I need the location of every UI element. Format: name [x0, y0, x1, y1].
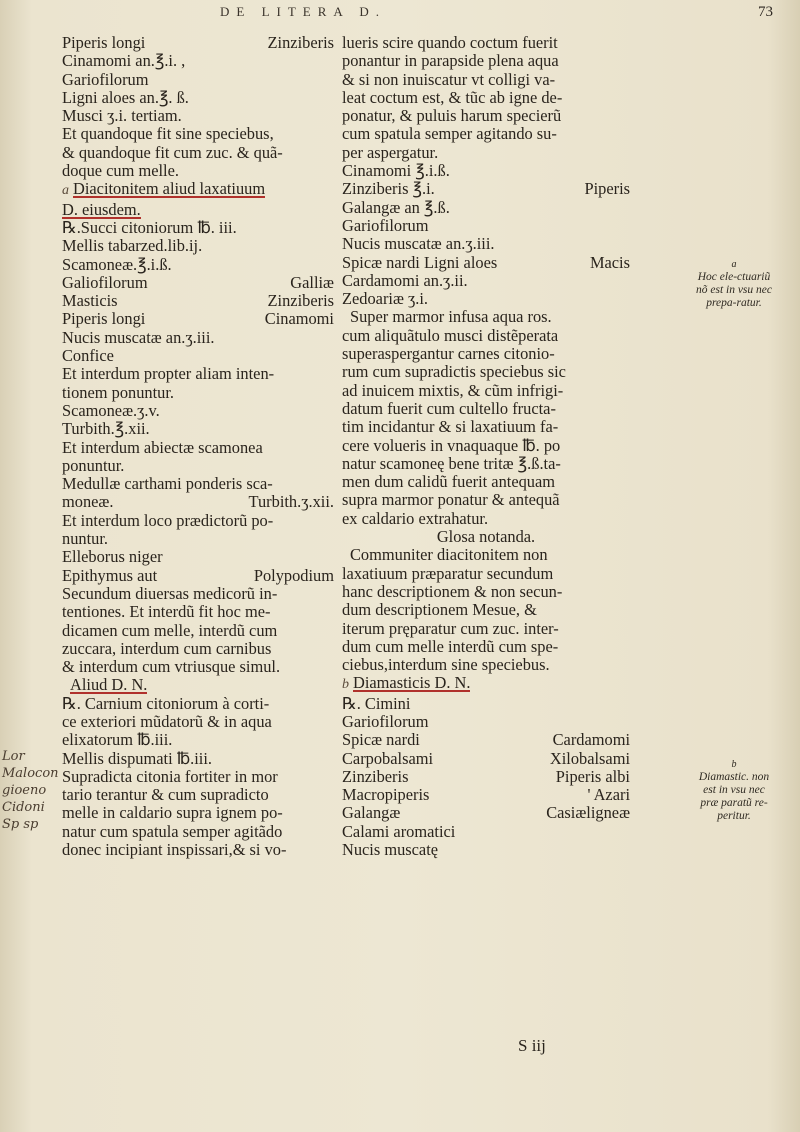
margin-note-a	[694, 258, 774, 310]
line-text: leat coctum est, & tũc ab igne de-	[342, 88, 563, 107]
text-line	[342, 199, 630, 217]
text-line	[62, 841, 334, 859]
text-line	[342, 290, 630, 308]
text-line	[342, 235, 630, 253]
text-line	[62, 457, 334, 475]
text-line	[342, 180, 630, 198]
page-number: 73	[758, 4, 773, 20]
line-text: ciebus,interdum sine speciebus.	[342, 656, 550, 675]
text-line	[342, 491, 630, 509]
text-line	[62, 750, 334, 768]
margin-note-letter: a	[731, 259, 737, 270]
text-line	[342, 713, 630, 731]
text-line	[342, 823, 630, 841]
margin-note-b	[694, 758, 774, 823]
text-line	[62, 89, 334, 107]
text-line	[342, 418, 630, 436]
line-text: & quandoque fit cum zuc. & quã-	[62, 143, 283, 162]
text-line	[62, 676, 334, 694]
text-line	[342, 162, 630, 180]
line-text-left: Piperis longi	[62, 33, 146, 52]
text-line	[62, 237, 334, 255]
line-text: ad inuicem mixtis, & cũm infrigi-	[342, 381, 564, 400]
line-text-right: Casiæligneæ	[546, 803, 630, 823]
line-text: Scamoneæ.ʒ.v.	[62, 401, 160, 420]
line-text: Confice	[62, 347, 114, 366]
line-text: Ligni aloes an.℥. ß.	[62, 88, 189, 107]
line-text: iterum pręparatur cum zuc. inter-	[342, 619, 559, 638]
text-line	[342, 144, 630, 162]
line-text: elixatorum ℔.iii.	[62, 731, 173, 750]
line-text: superaspergantur carnes citonio-	[342, 345, 555, 364]
text-line	[342, 528, 630, 546]
text-line	[342, 565, 630, 583]
line-text: Super marmor infusa aqua ros.	[350, 308, 552, 327]
text-line	[62, 493, 334, 511]
line-text-right: Turbith.ʒ.xii.	[248, 492, 334, 512]
text-line	[342, 345, 630, 363]
section-heading	[62, 180, 334, 200]
line-text-right: ' Azari	[587, 785, 630, 805]
line-text-left: Epithymus aut	[62, 565, 158, 585]
line-text: melle in caldario supra ignem po-	[62, 804, 283, 823]
line-text: ℞. Carnium citoniorum à corti-	[62, 694, 270, 713]
text-line	[342, 510, 630, 528]
right-text-column	[342, 34, 630, 859]
text-line	[342, 52, 630, 70]
line-text: D. eiusdem.	[62, 200, 141, 219]
text-line	[62, 420, 334, 438]
margin-note-text: Diamastic. non est in vsu nec præ paratũ re-peritur.	[698, 771, 770, 822]
line-text: dum descriptionem Mesue, &	[342, 601, 537, 620]
line-text: dicamen cum melle, interdũ cum	[62, 621, 278, 640]
text-line	[62, 365, 334, 383]
text-line	[62, 658, 334, 676]
line-text: Diacitonitem aliud laxatiuum	[73, 180, 266, 199]
text-line	[62, 804, 334, 822]
text-line	[62, 786, 334, 804]
text-line	[342, 768, 630, 786]
line-text: Turbith.℥.xii.	[62, 420, 150, 439]
line-text-left: Masticis	[62, 291, 118, 311]
line-text: Musci ʒ.i. tertiam.	[62, 107, 182, 126]
text-line	[342, 308, 630, 326]
text-line	[62, 162, 334, 180]
line-text: Zedoariæ ʒ.i.	[342, 290, 429, 309]
line-text: Galangæ an ℥.ß.	[342, 198, 450, 217]
line-text: ce exteriori mũdatorũ & in aqua	[62, 712, 272, 731]
text-line	[62, 695, 334, 713]
line-text: & si non inuiscatur vt colligi va-	[342, 70, 556, 89]
text-line	[62, 310, 334, 328]
line-text: Secundum diuersas medicorũ in-	[62, 584, 278, 603]
text-line	[62, 144, 334, 162]
line-text-right: Polypodium	[253, 565, 334, 585]
text-line	[342, 455, 630, 473]
margin-note-letter: b	[731, 759, 737, 770]
text-line	[62, 329, 334, 347]
text-line	[62, 384, 334, 402]
line-text: rum cum supradictis speciebus sic	[342, 363, 566, 382]
line-text: Et interdum abiectæ scamonea	[62, 438, 263, 457]
line-text-left: moneæ.	[62, 492, 114, 512]
text-line	[342, 71, 630, 89]
line-text: tim incidantur & si laxatiuum fa-	[342, 418, 559, 437]
text-line	[342, 107, 630, 125]
text-line	[62, 548, 334, 566]
text-line	[342, 327, 630, 345]
line-text: Gariofilorum	[62, 70, 149, 89]
line-text: Elleborus niger	[62, 548, 163, 567]
text-line	[62, 201, 334, 219]
line-text: cum aliquãtulo musci distẽperata	[342, 326, 559, 345]
text-line	[342, 272, 630, 290]
text-line	[342, 620, 630, 638]
text-line	[62, 622, 334, 640]
line-text: tario terantur & cum supradicto	[62, 786, 269, 805]
line-text: ponatur, & puluis harum specierũ	[342, 107, 562, 126]
line-text: Nucis muscatę	[342, 841, 439, 860]
line-text: Scamoneæ.℥.i.ß.	[62, 255, 172, 274]
line-text: hanc descriptionem & non secun-	[342, 582, 563, 601]
text-line	[62, 52, 334, 70]
text-line	[342, 841, 630, 859]
text-line	[62, 347, 334, 365]
line-text-left: Piperis longi	[62, 309, 146, 329]
line-text-right: Cinamomi	[264, 309, 334, 329]
section-heading	[342, 674, 630, 694]
line-text: Calami aromatici	[342, 822, 456, 841]
text-line	[62, 292, 334, 310]
text-line	[342, 601, 630, 619]
line-text: tionem ponuntur.	[62, 383, 174, 402]
line-text: natur cum spatula semper agitãdo	[62, 822, 283, 841]
line-text-left: Macropiperis	[342, 785, 430, 805]
line-text: supra marmor ponatur & antequã	[342, 491, 560, 510]
line-text: Cardamomi an.ʒ.ii.	[342, 271, 468, 290]
text-line	[342, 382, 630, 400]
margin-note-text: Hoc ele-ctuariũ nõ est in vsu nec prepa-ratur.	[695, 271, 772, 309]
line-text: cum spatula semper agitando su-	[342, 125, 557, 144]
line-text: Gariofilorum	[342, 712, 429, 731]
text-line	[62, 567, 334, 585]
line-text: doque cum melle.	[62, 162, 179, 181]
line-text: ℞. Cimini	[342, 694, 411, 713]
text-line	[62, 713, 334, 731]
line-text: natur scamoneę bene tritæ ℥.ß.ta-	[342, 454, 561, 473]
line-text: Mellis tabarzed.lib.ij.	[62, 237, 203, 256]
signature-mark: S iij	[518, 1036, 546, 1055]
line-text: men dum calidũ fuerit antequam	[342, 473, 556, 492]
line-text: nuntur.	[62, 530, 108, 549]
text-line	[62, 768, 334, 786]
line-text: Supradicta citonia fortiter in mor	[62, 767, 278, 786]
line-text: datum fuerit cum cultello fructa-	[342, 399, 556, 418]
text-line	[62, 530, 334, 548]
line-text: Aliud D. N.	[70, 676, 148, 695]
text-line	[62, 125, 334, 143]
line-text: Gariofilorum	[342, 216, 429, 235]
line-text: & interdum cum vtriusque simul.	[62, 658, 281, 677]
line-text: zuccara, interdum cum carnibus	[62, 639, 272, 658]
text-line	[62, 731, 334, 749]
line-text: ex caldario extrahatur.	[342, 509, 489, 528]
text-line	[62, 107, 334, 125]
line-text: Cinamomi ℥.i.ß.	[342, 162, 450, 181]
line-text: dum cum melle interdũ cum spe-	[342, 637, 559, 656]
line-text-left: Galiofilorum	[62, 272, 148, 292]
text-line	[342, 125, 630, 143]
line-text: Et quandoque fit sine speciebus,	[62, 125, 274, 144]
text-line	[342, 437, 630, 455]
line-text-right: Cardamomi	[552, 730, 630, 750]
line-text: Glosa notanda.	[436, 528, 536, 547]
text-line	[62, 256, 334, 274]
line-text: Cinamomi an.℥.i. ,	[62, 52, 186, 71]
line-text-right: Piperis	[584, 179, 630, 199]
text-line	[62, 512, 334, 530]
line-text-right: Xilobalsami	[549, 748, 630, 768]
handwritten-annotation: Lor Malocon gioeno Cidoni Sp sp	[2, 749, 59, 832]
line-text: Medullæ carthami ponderis sca-	[62, 475, 273, 494]
line-text-right: Zinziberis	[267, 33, 334, 52]
text-line	[62, 585, 334, 603]
text-line	[342, 89, 630, 107]
text-line	[62, 439, 334, 457]
text-line	[62, 475, 334, 493]
text-line	[342, 750, 630, 768]
text-line	[342, 400, 630, 418]
text-line	[342, 583, 630, 601]
line-text-left: Zinziberis ℥.i.	[342, 179, 435, 199]
line-text: Diamasticis D. N.	[353, 674, 471, 693]
line-text-left: Spicæ nardi Ligni aloes	[342, 252, 498, 272]
text-line	[62, 402, 334, 420]
text-line	[62, 71, 334, 89]
line-text-left: Zinziberis	[342, 766, 409, 786]
left-text-column	[62, 34, 334, 859]
note-marker: b	[342, 677, 349, 693]
line-text-right: Zinziberis	[267, 291, 334, 311]
line-text: Et interdum loco prædictorũ po-	[62, 511, 274, 530]
line-text: Nucis muscatæ an.ʒ.iii.	[342, 235, 495, 254]
text-line	[342, 363, 630, 381]
text-line	[62, 219, 334, 237]
line-text-left: Carpobalsami	[342, 748, 434, 768]
line-text-left: Spicæ nardi	[342, 730, 420, 750]
line-text: ponuntur.	[62, 456, 125, 475]
line-text: cere volueris in vnaquaque ℔. po	[342, 436, 561, 455]
text-line	[342, 254, 630, 272]
line-text-right: Galliæ	[290, 272, 334, 292]
line-text: Mellis dispumati ℔.iii.	[62, 749, 212, 768]
line-text: per aspergatur.	[342, 143, 439, 162]
note-marker: a	[62, 183, 69, 199]
text-line	[62, 34, 334, 52]
line-text: Nucis muscatæ an.ʒ.iii.	[62, 328, 215, 347]
text-line	[62, 640, 334, 658]
line-text-right: Piperis albi	[555, 766, 630, 786]
line-text: Et interdum propter aliam inten-	[62, 365, 275, 384]
text-line	[342, 546, 630, 564]
line-text: Communiter diacitonitem non	[350, 546, 548, 565]
line-text: tentiones. Et interdũ fit hoc me-	[62, 603, 271, 622]
running-title: DE LITERA D.	[220, 4, 386, 19]
text-line	[342, 731, 630, 749]
line-text: ℞.Succi citoniorum ℔. iii.	[62, 218, 237, 237]
text-line	[342, 473, 630, 491]
text-line	[62, 823, 334, 841]
line-text: ponantur in parapside plena aqua	[342, 52, 559, 71]
text-line	[342, 217, 630, 235]
text-line	[62, 603, 334, 621]
line-text-left: Galangæ	[342, 803, 401, 823]
text-line	[342, 656, 630, 674]
text-line	[62, 274, 334, 292]
line-text: laxatiuum præparatur secundum	[342, 564, 554, 583]
line-text: donec incipiant inspissari,& si vo-	[62, 841, 287, 860]
line-text-right: Macis	[589, 252, 630, 272]
text-line	[342, 695, 630, 713]
text-line	[342, 34, 630, 52]
text-line	[342, 804, 630, 822]
line-text: lueris scire quando coctum fuerit	[342, 34, 558, 52]
text-line	[342, 786, 630, 804]
text-line	[342, 638, 630, 656]
